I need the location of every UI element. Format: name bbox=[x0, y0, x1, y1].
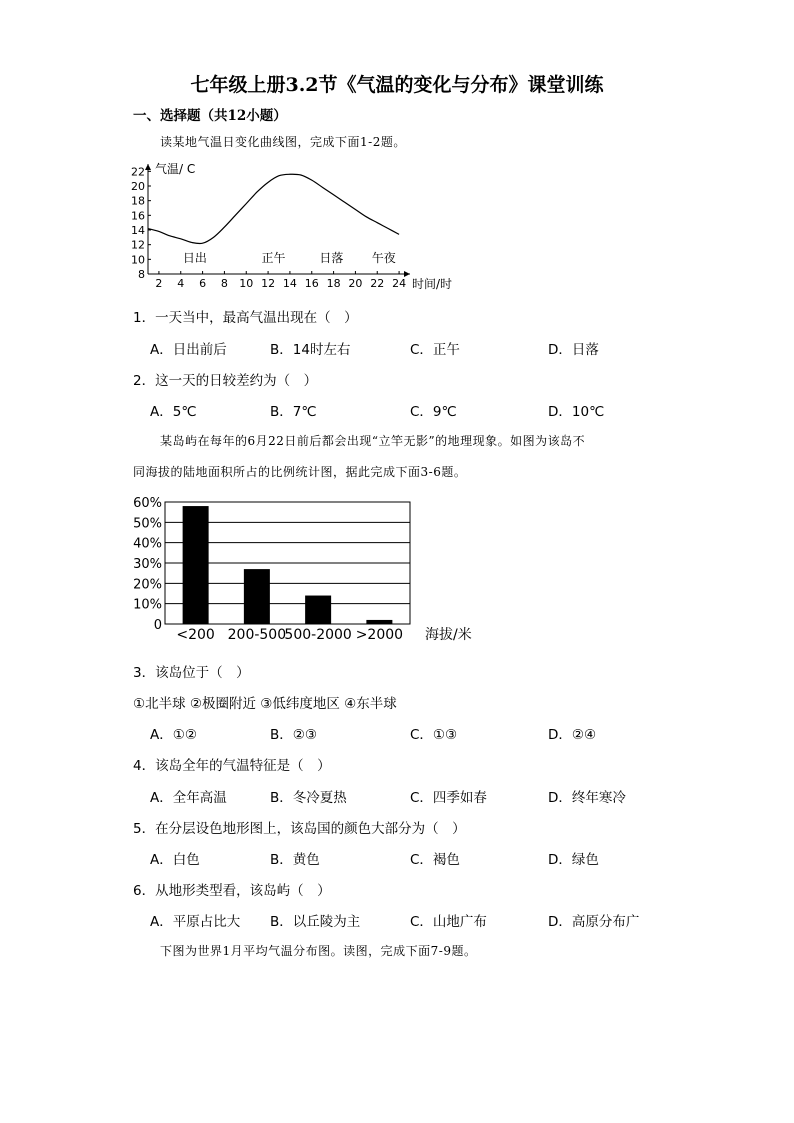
line-chart-annotations bbox=[183, 250, 396, 265]
q3-option-b[interactable]: B．②③ bbox=[270, 727, 317, 743]
q3-option-d[interactable]: D．②④ bbox=[548, 727, 597, 743]
q6-option-d[interactable]: D．高原分布广 bbox=[548, 914, 640, 930]
temperature-curve bbox=[148, 174, 399, 243]
bar-chart-bars bbox=[183, 506, 393, 624]
bar bbox=[305, 596, 331, 624]
question-1-stem: 1．一天当中，最高气温出现在（ ） bbox=[133, 310, 358, 326]
q1-option-a[interactable]: A．日出前后 bbox=[150, 342, 227, 358]
document-title: 七年级上册3.2节《气温的变化与分布》课堂训练 bbox=[190, 74, 604, 96]
question-2-stem: 2．这一天的日较差约为（ ） bbox=[133, 373, 318, 389]
elevation-bar-chart bbox=[125, 490, 485, 650]
line-annotation: 午夜 bbox=[371, 251, 396, 265]
bar bbox=[183, 506, 209, 624]
intro-text-2-line2: 同海拔的陆地面积所占的比例统计图，据此完成下面3-6题。 bbox=[133, 465, 467, 479]
y-tick-label: 22 bbox=[131, 165, 145, 179]
q1-option-b[interactable]: B．14时左右 bbox=[270, 342, 351, 358]
x-tick-label: 20 bbox=[348, 277, 363, 290]
y-tick-label: 16 bbox=[131, 209, 145, 223]
intro-text-2-line1: 某岛屿在每年的6月22日前后都会出现“立竿无影”的地理现象。如图为该岛不 bbox=[160, 434, 586, 448]
question-5-stem: 5．在分层设色地形图上，该岛国的颜色大部分为（ ） bbox=[133, 821, 466, 837]
bar bbox=[366, 620, 392, 624]
bar-y-tick-label: 40% bbox=[133, 536, 162, 552]
x-tick-label: 24 bbox=[392, 277, 407, 290]
bar-chart-x-ticks bbox=[176, 627, 403, 643]
bar-category-label: 500-2000 bbox=[284, 627, 352, 643]
y-tick-label: 20 bbox=[131, 180, 145, 193]
x-tick-label: 14 bbox=[282, 277, 297, 290]
y-tick-label: 8 bbox=[138, 268, 145, 281]
temperature-line-chart bbox=[125, 156, 465, 292]
q5-option-c[interactable]: C．褐色 bbox=[410, 852, 460, 868]
line-annotation: 日出 bbox=[182, 251, 207, 265]
q3-option-c[interactable]: C．①③ bbox=[410, 727, 458, 743]
bar-y-tick-label: 0 bbox=[153, 618, 162, 633]
line-chart-y-arrow bbox=[145, 164, 151, 170]
q4-option-d[interactable]: D．终年寒冷 bbox=[548, 790, 626, 806]
bar-category-label: >2000 bbox=[355, 627, 404, 643]
bar bbox=[244, 569, 270, 624]
q5-option-b[interactable]: B．黄色 bbox=[270, 852, 320, 868]
y-tick-label: 18 bbox=[131, 194, 145, 208]
q4-option-c[interactable]: C．四季如春 bbox=[410, 790, 487, 806]
line-annotation: 日落 bbox=[319, 251, 344, 265]
q2-option-b[interactable]: B．7℃ bbox=[270, 404, 317, 420]
q1-option-d[interactable]: D．日落 bbox=[548, 342, 599, 358]
q4-option-b[interactable]: B．冬冷夏热 bbox=[270, 790, 347, 806]
q4-option-a[interactable]: A．全年高温 bbox=[150, 790, 227, 806]
question-3-stem: 3．该岛位于（ ） bbox=[133, 665, 250, 681]
bar-chart-x-label: 海拔/米 bbox=[425, 627, 472, 643]
x-tick-label: 4 bbox=[177, 277, 185, 290]
x-tick-label: 6 bbox=[199, 277, 207, 290]
x-tick-label: 2 bbox=[155, 277, 163, 290]
q5-option-a[interactable]: A．白色 bbox=[150, 852, 200, 868]
x-tick-label: 12 bbox=[261, 277, 276, 290]
line-chart-y-label: 气温/ C bbox=[155, 162, 196, 176]
bar-category-label: <200 bbox=[176, 627, 215, 643]
q6-option-a[interactable]: A．平原占比大 bbox=[150, 914, 241, 930]
line-annotation: 正午 bbox=[261, 251, 286, 265]
x-tick-label: 16 bbox=[304, 277, 319, 290]
bar-y-tick-label: 10% bbox=[133, 597, 162, 613]
y-tick-label: 10 bbox=[131, 253, 145, 267]
y-tick-label: 14 bbox=[131, 224, 145, 237]
intro-text-1: 读某地气温日变化曲线图，完成下面1-2题。 bbox=[160, 135, 406, 149]
bar-y-tick-label: 60% bbox=[133, 496, 162, 511]
q2-option-d[interactable]: D．10℃ bbox=[548, 404, 605, 420]
q5-option-d[interactable]: D．绿色 bbox=[548, 852, 599, 868]
question-4-stem: 4．该岛全年的气温特征是（ ） bbox=[133, 758, 331, 774]
x-tick-label: 18 bbox=[326, 277, 341, 290]
x-tick-label: 22 bbox=[370, 277, 385, 290]
bar-chart-y-ticks bbox=[133, 496, 162, 633]
q3-option-a[interactable]: A．①② bbox=[150, 727, 197, 743]
q6-option-b[interactable]: B．以丘陵为主 bbox=[270, 914, 361, 930]
x-tick-label: 8 bbox=[220, 277, 228, 290]
bar-category-label: 200-500 bbox=[227, 627, 287, 643]
bar-y-tick-label: 30% bbox=[133, 557, 162, 572]
bar-y-tick-label: 50% bbox=[133, 516, 162, 532]
intro-text-3: 下图为世界1月平均气温分布图。读图，完成下面7-9题。 bbox=[160, 944, 477, 958]
q2-option-c[interactable]: C．9℃ bbox=[410, 404, 457, 420]
question-3-statements: ①北半球 ②极圈附近 ③低纬度地区 ④东半球 bbox=[133, 696, 397, 712]
bar-y-tick-label: 20% bbox=[133, 577, 162, 593]
x-tick-label: 10 bbox=[239, 277, 254, 290]
y-tick-label: 12 bbox=[131, 238, 145, 252]
q2-option-a[interactable]: A．5℃ bbox=[150, 404, 197, 420]
question-6-stem: 6．从地形类型看，该岛屿（ ） bbox=[133, 883, 331, 899]
q6-option-c[interactable]: C．山地广布 bbox=[410, 914, 487, 930]
q1-option-c[interactable]: C．正午 bbox=[410, 342, 460, 358]
line-chart-x-label: 时间/时 bbox=[412, 277, 453, 291]
section-heading: 一、选择题（共12小题） bbox=[133, 108, 287, 124]
